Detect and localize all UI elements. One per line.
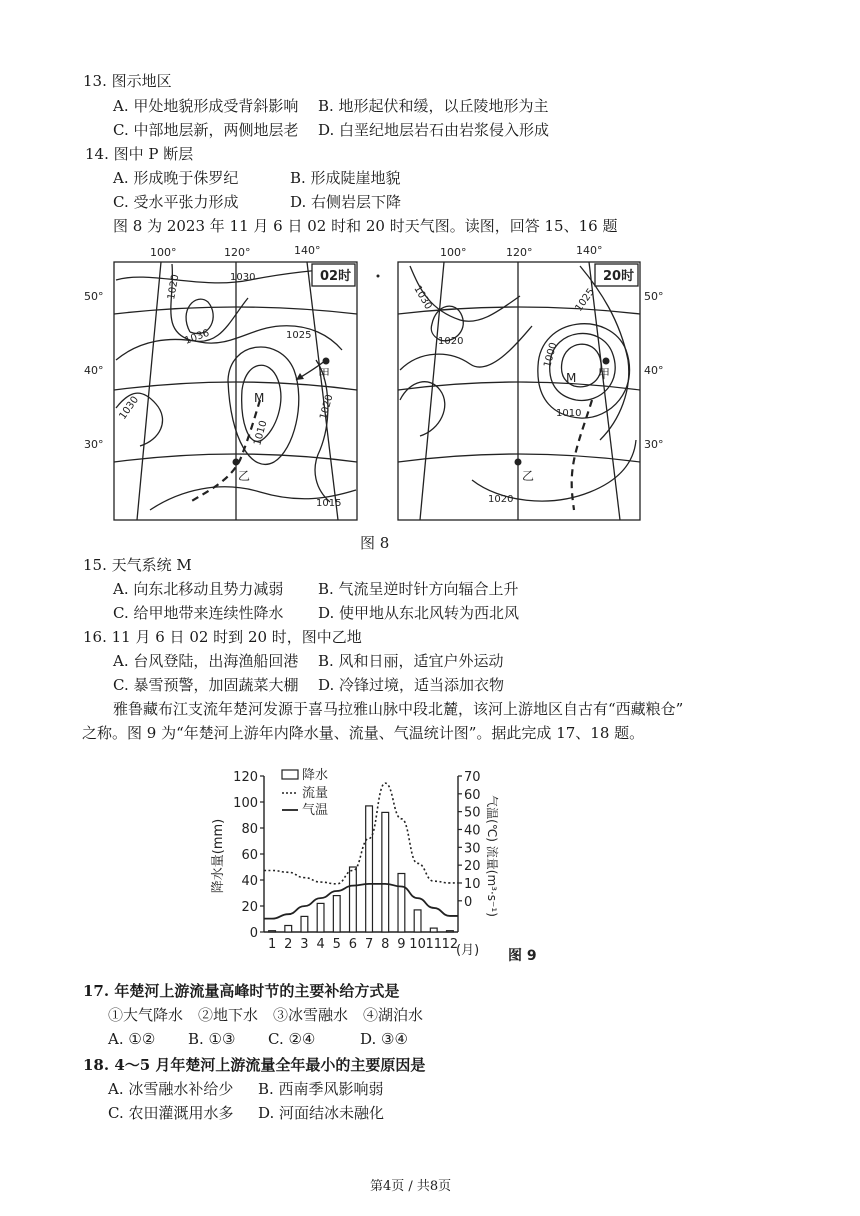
right-tick-label: 30 <box>464 841 481 857</box>
q15-stem: 15. 天气系统 M <box>83 556 192 574</box>
q15-option-a: A. 向东北移动且势力减弱 <box>113 580 284 598</box>
left-lon-120: 120° <box>224 246 251 259</box>
q13-stem: 13. 图示地区 <box>83 72 172 90</box>
right-isobar-1000: 1000 <box>542 341 560 369</box>
month-label-1: 1 <box>267 937 277 952</box>
right-isobar-1030: 1030 <box>411 284 434 312</box>
fig9-left-axis-label: 降水量(mm) <box>211 818 226 894</box>
q15-option-c: C. 给甲地带来连续性降水 <box>113 604 284 622</box>
left-tick-label: 0 <box>249 926 258 941</box>
q17-option-b: B. ①③ <box>188 1030 236 1048</box>
precip-bar-8 <box>382 812 389 932</box>
month-label-5: 5 <box>332 937 341 952</box>
fig9-legend <box>282 767 328 818</box>
left-map-time: 02时 <box>320 269 352 284</box>
precip-bar-3 <box>301 916 308 932</box>
fig8-caption: 图 8 <box>360 534 390 552</box>
month-label-3: 3 <box>300 937 309 952</box>
legend-precip: 降水 <box>302 768 329 783</box>
q16-option-d: D. 冷锋过境，适当添加衣物 <box>318 676 505 694</box>
fig9-chart <box>210 760 550 966</box>
left-point-jia: 甲 <box>318 367 331 381</box>
q13-option-c: C. 中部地层新，两侧地层老 <box>113 121 299 139</box>
left-isobar-1010: 1010 <box>252 419 270 447</box>
q13-option-a: A. 甲处地貌形成受背斜影响 <box>113 97 299 115</box>
right-tick-label: 50 <box>464 805 481 821</box>
month-label-8: 8 <box>381 937 390 952</box>
left-tick-label: 120 <box>233 770 258 785</box>
q17-option-d: D. ③④ <box>360 1030 408 1048</box>
q14-option-c: C. 受水平张力形成 <box>113 193 239 211</box>
left-tick-label: 80 <box>241 822 258 837</box>
left-lon-100: 100° <box>150 246 177 259</box>
left-isobar-1030-b: 1030 <box>117 394 142 422</box>
fig8-weather-maps <box>80 240 680 540</box>
left-isobar-1020-a: 1020 <box>166 273 182 301</box>
right-isobar-1020-b: 1020 <box>488 494 514 505</box>
q13-option-b: B. 地形起伏和缓，以丘陵地形为主 <box>318 97 549 115</box>
page-footer: 第4页 / 共8页 <box>370 1179 452 1194</box>
q17-option-c: C. ②④ <box>268 1030 316 1048</box>
q15-option-b: B. 气流呈逆时针方向辐合上升 <box>318 580 519 598</box>
right-point-jia: 甲 <box>598 367 611 381</box>
left-low-m: M <box>254 391 265 405</box>
right-lat-40: 40° <box>644 364 664 377</box>
left-tick-label: 60 <box>241 848 258 863</box>
q15-option-d: D. 使甲地从东北风转为西北风 <box>318 604 520 622</box>
month-label-12: 12 <box>441 937 459 952</box>
precip-bar-4 <box>317 903 324 932</box>
q13-option-d: D. 白垩纪地层岩石由岩浆侵入形成 <box>318 121 550 139</box>
left-point-yi: 乙 <box>238 469 251 483</box>
right-map-time: 20时 <box>603 269 635 284</box>
left-tick-label: 20 <box>241 900 258 915</box>
left-lon-140: 140° <box>294 244 321 257</box>
precip-bar-12 <box>447 931 454 932</box>
right-tick-label: 20 <box>464 859 481 875</box>
q18-stem: 18. 4～5 月年楚河上游流量全年最小的主要原因是 <box>83 1056 426 1074</box>
q18-option-b: B. 西南季风影响弱 <box>258 1080 384 1098</box>
q17-statements: ①大气降水 ②地下水 ③冰雪融水 ④湖泊水 <box>108 1006 424 1024</box>
q18-option-a: A. 冰雪融水补给少 <box>108 1080 234 1098</box>
precip-bar-1 <box>269 931 276 932</box>
precip-bar-10 <box>414 910 421 932</box>
month-label-4: 4 <box>316 937 325 952</box>
left-isobar-1036: 1036 <box>183 327 211 347</box>
q18-option-d: D. 河面结冰未融化 <box>258 1104 385 1122</box>
right-isobar-1020: 1020 <box>438 336 464 347</box>
temperature-line <box>264 884 458 919</box>
q17-stem: 17. 年楚河上游流量高峰时节的主要补给方式是 <box>83 982 400 1000</box>
precip-bar-6 <box>350 867 357 932</box>
q14-option-d: D. 右侧岩层下降 <box>290 193 402 211</box>
fig9-right-axis-label: 气温(℃) 流量(m³·s⁻¹) <box>485 795 499 917</box>
precip-bar-11 <box>430 928 437 932</box>
left-isobar-1025: 1025 <box>286 330 312 341</box>
right-lat-50: 50° <box>644 290 664 303</box>
flow-line <box>264 783 458 884</box>
fig9-intro-line1: 雅鲁藏布江支流年楚河发源于喜马拉雅山脉中段北麓，该河上游地区自古有“西藏粮仓” <box>113 700 684 718</box>
legend-bar-swatch <box>282 770 298 779</box>
month-label-2: 2 <box>284 937 293 952</box>
precip-bar-5 <box>333 896 340 932</box>
fig9-month-unit: (月) <box>456 943 480 958</box>
fig9-intro-line2: 之称。图 9 为“年楚河上游年内降水量、流量、气温统计图”。据此完成 17、18 题。 <box>82 724 645 742</box>
q16-stem: 16. 11 月 6 日 02 时到 20 时，图中乙地 <box>83 628 362 646</box>
month-label-7: 7 <box>364 937 374 952</box>
left-tick-label: 40 <box>241 874 258 889</box>
left-isobar-1020-b: 1020 <box>318 393 336 421</box>
right-tick-label: 60 <box>464 787 481 803</box>
right-lon-120: 120° <box>506 246 533 259</box>
q14-option-b: B. 形成陡崖地貌 <box>290 169 401 187</box>
q14-stem: 14. 图中 P 断层 <box>85 145 194 163</box>
right-tick-label: 70 <box>464 770 481 785</box>
q17-option-a: A. ①② <box>108 1030 156 1048</box>
left-lat-50: 50° <box>84 290 104 303</box>
right-tick-label: 0 <box>464 894 473 910</box>
left-lat-40: 40° <box>84 364 104 377</box>
right-isobar-1010: 1010 <box>556 408 582 419</box>
right-map-frame <box>398 262 640 520</box>
legend-temp: 气温 <box>302 803 329 818</box>
precip-bar-9 <box>398 874 405 933</box>
right-lon-100: 100° <box>440 246 467 259</box>
right-tick-label: 10 <box>464 876 481 892</box>
precip-bar-7 <box>366 806 373 932</box>
right-tick-label: 40 <box>464 823 481 839</box>
precip-bar-2 <box>285 926 292 933</box>
q18-option-c: C. 农田灌溉用水多 <box>108 1104 234 1122</box>
right-point-yi: 乙 <box>522 469 535 483</box>
right-lon-140: 140° <box>576 244 603 257</box>
left-lat-30: 30° <box>84 438 104 451</box>
left-isobar-1030: 1030 <box>230 272 256 283</box>
q16-option-b: B. 风和日丽，适宜户外运动 <box>318 652 504 670</box>
month-label-10: 10 <box>409 937 426 952</box>
right-lat-30: 30° <box>644 438 664 451</box>
q16-option-c: C. 暴雪预警，加固蔬菜大棚 <box>113 676 299 694</box>
q14-option-a: A. 形成晚于侏罗纪 <box>113 169 239 187</box>
fig9-caption: 图 9 <box>508 948 537 964</box>
left-tick-label: 100 <box>233 796 258 811</box>
right-low-m: M <box>566 371 577 385</box>
q16-option-a: A. 台风登陆，出海渔船回港 <box>113 652 299 670</box>
right-isobar-1025: 1025 <box>573 286 598 314</box>
month-label-11: 11 <box>425 937 443 952</box>
month-label-9: 9 <box>397 937 406 952</box>
fig8-intro: 图 8 为 2023 年 11 月 6 日 02 时和 20 时天气图。读图，回答 15、16 题 <box>113 217 618 235</box>
legend-flow: 流量 <box>302 786 329 801</box>
month-label-6: 6 <box>348 937 358 952</box>
left-isobar-1015: 1015 <box>316 498 342 509</box>
